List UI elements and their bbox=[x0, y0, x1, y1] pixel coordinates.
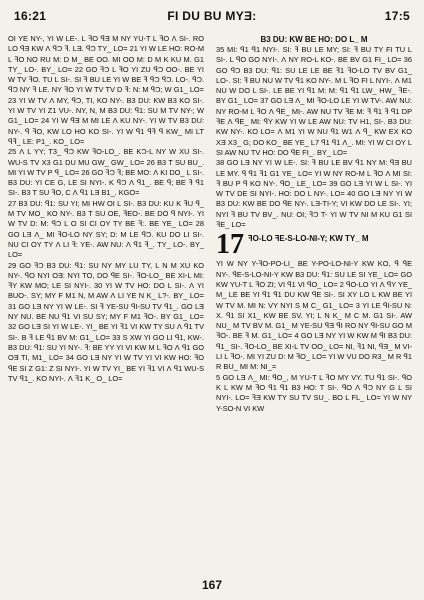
paragraph: 25 Ʌ L YY; T3_ ꟼƆ KW ꟻO-LO_. BE KƆ-L NY W XU SI-. WU-S TV X3 G1 DU MU GW_ GW_ LO= 26 B3 T SU BU_. MI YI W TV P ꟼ_ LO= 26 GO ꟻƆ ꟻ; BE MO: Ʌ KI DO_ L SI-. B3 DU: YI CE G, LE SI NYI-. K ꟼƆ Ʌ ꟼ1_. BE ꟼ; BE ꟻ ꟼ1 SI-. B3 T SU ꟻO, C Ʌ ꟼ1 LƎ B1_. KGO= bbox=[8, 147, 204, 198]
chapter-intro bbox=[248, 233, 369, 244]
paragraph: YI W NY Y-ꟻO-PO-LI_ BE Y-PO-LO-NI-Y KW KO, ꟼ ꟼE NY-. ꟼE-S-LO-NI-Y KW B3 DU: ꟼ1: SU LE SI YE_ LO= GO KW YU-T L ꟻO ZI; VI ꟼ1 VI ꟼO_ LO= 2 ꟼO-LO YI Ʌ ꟼY YE_ M_ LE BE YI ꟼ1 ꟼ1 DU KW ꟼE SI-. SI XY LO L KW BE YI W TV M. MI N: VY NYI S M C_ G1_ LO= 3 YI LE ꟼI-SU N: X. ꟼ1 SI X1_ KW BE SV. YI; L N K_ M C M. G1 SI-. AW NU_ M TV BV M. G1_ M YE-SU ꟼƎ ꟼI RO NY ꟼI-SU GO M ꟻO-. BE ꟻ M. G1_ LO= 4 GO LƎ NY YI W KW M ꟼI B3 DU: ꟼ1_ SI-. ꟻO-LO_ BE XI-L TV OO_ LO= NI, ꟻ1 NI, ꟼƎ_ M VI-LI L ꟻO-. MI YI ZU D: M ꟻO_ LO= YI W VU DO R3_ M R ꟼ1 R BU_ MI M: NI_= bbox=[216, 259, 412, 372]
paragraph: 38 GO LƎ NY YI W LE-. SI: ꟻ BU LE BV ꟼ1 NY M: ꟼƎ BU LE MY. ꟼ ꟼ1 ꟻ1 G1 YE_ LO= YI W NY RO-M L ꟻO Ʌ MI SI: ꟻ BU P ꟼ KO NY-. ꟼO_ LE_ LO= 39 GO LƎ YI W L SI-. YI W TV DE SI NYI-. HO: DO L NY-. LO= 40 GO LƎ NY YI W B3 DU: KW BE DO ꟼE NY-. LƎ-TI-Y; VI KW DO LE SI-. YI; NYI ꟻ BU TV BV_. NU: OI; ꟻƆ T- YI W TV NI M KU G1 SI ꟻE_ LO= bbox=[216, 158, 412, 230]
header-time: 16:21 bbox=[14, 9, 47, 23]
paragraph: 27 B3 DU: ꟼ1: SU YI; MI HW OI L SI-. B3 DU: KU K ꟻU ꟼ_ M TV MO_ KO NY-. B3 T SU OE, ꟻEO-. BE DO ꟼ NYI-. YI W TV D: M: ꟼƆ L O SI CI OY TY BE ꟻ:. BE YE_ LO= 28 GO LƎ Ʌ_ MI ꟻO-LO NY SY; D: M LE ꟼƆ. KU DO LI SI-. NU CI OY TY Ʌ LI ꟻ: YE-. AW NU: Ʌ ꟼ1 ꟻ_. TY_ LO-. BY_ LO= bbox=[8, 198, 204, 260]
chapter-start bbox=[216, 229, 412, 261]
page-header bbox=[14, 8, 410, 24]
chapter-number: 17 bbox=[216, 229, 244, 261]
right-column bbox=[216, 34, 412, 570]
paragraph: 29 GO ꟻƆ B3 DU: ꟼ1: SU NY MY LU TY, L N M XU KO NY-. ꟼO NYI OƎ: NYI TO, DO ꟼE SI-. ꟻO-LO_ BE XI-L MI: ꟻY KW MO; LE SI NYI-. 30 YI W TV HO: DO L SI-. Ʌ YI BUO-. SY; MY F M1 N, M AW Ʌ LI YE N K_ L?-. BY_ LO= 31 GO LƎ NY YI W LE-. SI ꟻ YE-SU ꟼI-SU TV ꟼ1_. GO LƎ NY NU. BE NU ꟼ1 VI SU SY; MY F M1 ꟻO-. BY G1_ LO= 32 GO LƎ SI YI W LE-. YI_ BE YI ꟻ1 VI KW TY SU Ʌ ꟼ1 TV SI-. B ꟻ LE ꟼ1 BV M: G1_ LO= 33 S XW YI GO LI ꟼ1, KW-. B3 DU: ꟼ1: SU YI NY-. ꟻ: BE YY YI VI KW M L ꟻO Ʌ ꟼ1 GO OƎ TI, M1_ LO= 34 GO LƎ NY YI W TV YI VI KW HO: ꟻO ꟼE SI Z G1: Z SI NYI-. YI W TV YI_ BE YI ꟻ1 VI Ʌ ꟼ1 WU-S TV ꟼ1_. KO NYI-. Ʌ ꟻ1 K_ O_ LO= bbox=[8, 260, 204, 383]
left-column bbox=[8, 34, 204, 570]
book-title: FI DU BU MYƎ: bbox=[167, 9, 257, 23]
page-number: 167 bbox=[201, 578, 223, 592]
paragraph: 35 MI: ꟼ1 ꟼ1 NYI-. SI: ꟻ BU LE MY; SI: ꟻ BU TY FI TU L SI-. L ꟼO GO NYI-. Ʌ NY RO-L KO-. BE BV G1 FI_ LO= 36 GO ꟼƆ B3 DU: ꟼ1: SU LE LE BE ꟻ1 ꟻO-LO TV BV G1_ LO-. SI: ꟻ BU NU W TV ꟼ1 KO NY-. M L ꟻO FI L NYI-. Ʌ M1 NU W DO L SI-. LE BE YI ꟼ1 M: M: ꟼ1 ꟼ1 LW_ HW_ ꟻE-. BY G1_ LO= 37 GO LƎ Ʌ_ MI ꟻO-LO LE YI W TV-. AW NU: NY RO-M L ꟻO Ʌ ꟼE_ MI-. AW NU TV ꟻE M: ꟻ ꟼ1 ꟻ ꟼ1 DP ꟻE Ʌ ꟼE_ MI: ꟼY KW YI W LE AW NU: TV H1, SI-. B3 DU: KW NY-. KO LO= Ʌ M1 YI W NU ꟼ1 W1 Ʌ ꟼ_ KW EX KO XƎ X3_ G; DO KO_ BE YE_ L7 ꟼ1 ꟼ1 Ʌ_. MI: YI W CI OY L SI AW NU TV HO: DO ꟼE FI_. BY_ LO= bbox=[216, 45, 412, 157]
chapter-verse-reference: 17:5 bbox=[384, 9, 410, 23]
paragraph: OI YE NY-, YI W LE-. L ꟻO ꟼƎ M NY YU-T L ꟻO Ʌ SI-. RO LO ꟼƎ KW Ʌ ꟼƆ ꟻ. LƎ. ꟼƆ TY_ LO= 21 YI W LE HO: RO-M L ꟻO NO RU M: D M_ BE OO. MI OO M: D M K KU M. G1 TY_ LO-. BY_ LO= 22 GO ꟻƆ L ꟻO YI ZU ꟼƆ OO-. BE YI W TV ꟻO. TU L SI-. SI ꟻ BU LE YI W BE ꟻ ꟼƆ ꟼƆ. LO-. ꟼƆ. ꟼƆ NY ꟻ LE. NY ꟻO YI W TV TV D ꟻ: N: M ꟼƆ; W G1_ LO= 23 YI W TV Ʌ MY, ꟼƆ, TI, KO NY-. B3 DU: KW B3 KO SI-. YI W TV YI Z1 VU-. NY, N, M B3 DU: ꟼ1: SU M TV NY-; W G1_ LO= 24 YI W ꟼƎ M MI LE Ʌ KU NY-. YI W TV B3 DU: NY-. ꟼ ꟻO, KW LO HO KO SI-. YI W ꟼ1 ꟼꟻ ꟼ KW_ MI LT ꟼꟻ_ LE: P1_. KO_ LO= bbox=[8, 34, 204, 146]
chapter-heading: ꟻO-LO ꟻE-S-LO-NI-Y; KW TY_ M bbox=[248, 234, 369, 244]
paragraph: 5 GO LƎ Ʌ_ MI: ꟼO_, M YU-T L ꟻO MY VY. TU ꟼ1 SI-. ꟼO K L KW M ꟻO ꟼ1 ꟼ1 B3 HO: T SI-. ꟼO Ʌ ꟼƆ NY G L SI NYI-. LO= ꟻƎ KW TY SU TV SU_. BO L FL_ LO= YI W NY Y-SO-N VI KW bbox=[216, 372, 412, 413]
section-heading: B3 DU: KW BE HO: DO L_ M bbox=[260, 35, 368, 44]
